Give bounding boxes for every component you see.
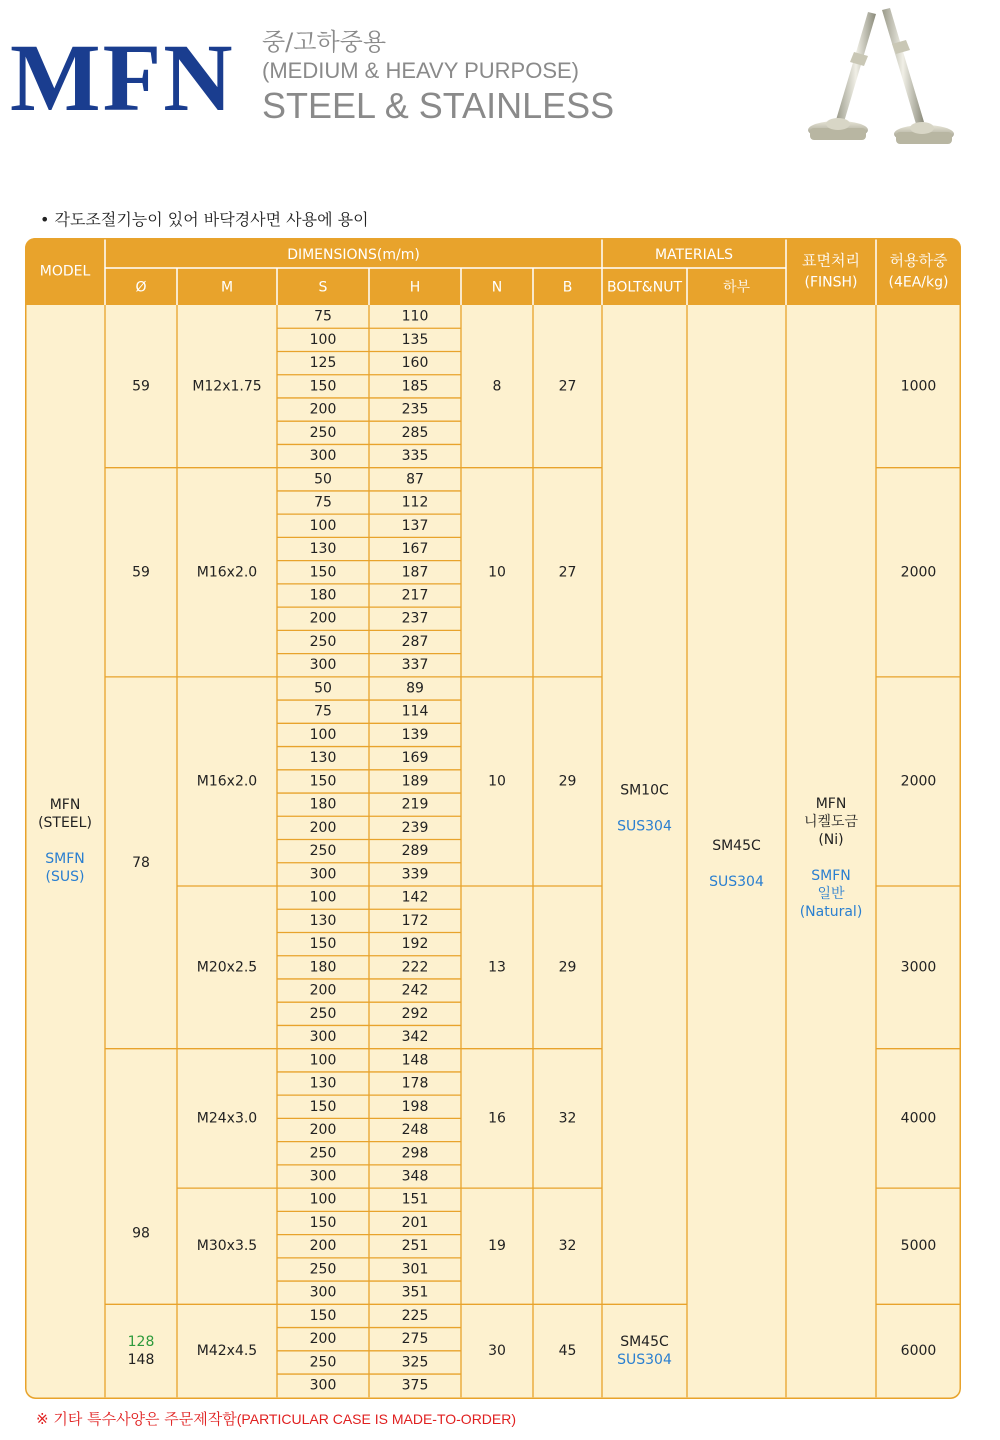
- cell-s: 200: [309, 610, 337, 627]
- cell-h: 201: [401, 1214, 429, 1231]
- cell-n: 10: [488, 773, 506, 790]
- cell-n: 8: [492, 378, 502, 395]
- cell-s: 75: [314, 308, 332, 325]
- cell-dia: 59: [132, 564, 150, 581]
- cell-s: 50: [314, 471, 332, 488]
- cell-base-material-line: SUS304: [709, 874, 764, 891]
- cell-h: 110: [401, 308, 429, 325]
- cell-h: 167: [401, 541, 429, 558]
- header-load-en: (4EA/kg): [888, 274, 949, 291]
- cell-s: 180: [309, 959, 337, 976]
- cell-h: 351: [401, 1284, 429, 1301]
- cell-s: 300: [309, 448, 337, 465]
- cell-m: M16x2.0: [196, 773, 258, 790]
- model-logo: MFN: [10, 24, 235, 131]
- cell-s: 75: [314, 494, 332, 511]
- cell-h: 335: [401, 448, 429, 465]
- cell-h: 189: [401, 773, 429, 790]
- feature-note: • 각도조절기능이 있어 바닥경사면 사용에 용이: [40, 210, 369, 229]
- cell-s: 100: [309, 726, 337, 743]
- cell-m: M20x2.5: [196, 959, 258, 976]
- cell-dia: 78: [132, 854, 150, 871]
- cell-h: 285: [401, 424, 429, 441]
- cell-h: 289: [401, 843, 429, 860]
- cell-bolt-material-line: SUS304: [617, 818, 672, 835]
- cell-bolt-material-line: SM10C: [620, 782, 669, 799]
- subtitle-material: STEEL & STAINLESS: [262, 85, 615, 126]
- cell-n: 16: [488, 1110, 506, 1127]
- cell-h: 185: [401, 378, 429, 395]
- cell-h: 172: [401, 912, 429, 929]
- cell-b: 27: [558, 378, 577, 395]
- cell-s: 250: [309, 1354, 337, 1371]
- cell-finish-line: 니켈도금: [803, 814, 859, 831]
- cell-model-line: (SUS): [45, 869, 85, 886]
- cell-h: 137: [401, 517, 429, 534]
- header-load-ko: 허용하중: [889, 251, 948, 270]
- cell-b: 32: [558, 1238, 577, 1255]
- header-n: N: [491, 279, 503, 296]
- cell-s: 150: [309, 564, 337, 581]
- cell-dia: 148: [127, 1351, 155, 1368]
- cell-m: M16x2.0: [196, 564, 258, 581]
- cell-h: 239: [401, 819, 429, 836]
- header-bolt-nut: BOLT&NUT: [607, 279, 682, 296]
- cell-s: 150: [309, 773, 337, 790]
- cell-s: 150: [309, 1098, 337, 1115]
- cell-s: 300: [309, 1029, 337, 1046]
- subtitle-block: [262, 30, 614, 124]
- cell-s: 250: [309, 1261, 337, 1278]
- cell-s: 150: [309, 1214, 337, 1231]
- cell-finish-line: MFN: [815, 796, 847, 813]
- cell-s: 125: [309, 355, 337, 372]
- cell-m: M42x4.5: [196, 1342, 258, 1359]
- cell-s: 300: [309, 1168, 337, 1185]
- cell-h: 298: [401, 1145, 429, 1162]
- cell-s: 200: [309, 982, 337, 999]
- cell-n: 10: [488, 564, 506, 581]
- cell-h: 87: [406, 471, 424, 488]
- cell-s: 180: [309, 587, 337, 604]
- header-model: MODEL: [39, 263, 91, 280]
- leveling-foot-right: [882, 8, 954, 144]
- cell-h: 325: [401, 1354, 429, 1371]
- cell-s: 250: [309, 1145, 337, 1162]
- cell-h: 187: [401, 564, 429, 581]
- cell-h: 235: [401, 401, 429, 418]
- cell-s: 250: [309, 424, 337, 441]
- footnote-korean: ※ 기타 특수사양은 주문제작함: [36, 1410, 237, 1428]
- leveling-foot-left: [808, 12, 876, 140]
- cell-h: 112: [401, 494, 429, 511]
- cell-load: 3000: [900, 959, 937, 976]
- cell-h: 248: [401, 1122, 429, 1139]
- cell-h: 222: [401, 959, 429, 976]
- cell-s: 300: [309, 1377, 337, 1394]
- cell-s: 130: [309, 1075, 337, 1092]
- cell-h: 219: [401, 796, 429, 813]
- cell-h: 192: [401, 936, 429, 953]
- cell-h: 151: [401, 1191, 429, 1208]
- cell-h: 142: [401, 889, 429, 906]
- cell-s: 250: [309, 843, 337, 860]
- cell-b: 32: [558, 1110, 577, 1127]
- header-finish-en: (FINSH): [804, 274, 858, 291]
- cell-h: 275: [401, 1331, 429, 1348]
- footnote: [36, 1408, 516, 1429]
- header-materials: MATERIALS: [654, 247, 734, 263]
- header-s: S: [318, 279, 328, 296]
- cell-load: 1000: [900, 378, 937, 395]
- cell-n: 13: [488, 959, 506, 976]
- cell-h: 339: [401, 866, 429, 883]
- cell-load: 6000: [900, 1342, 937, 1359]
- cell-s: 180: [309, 796, 337, 813]
- cell-s: 100: [309, 889, 337, 906]
- cell-m: M12x1.75: [192, 378, 262, 395]
- header-base: 하부: [722, 279, 751, 296]
- cell-h: 292: [401, 1005, 429, 1022]
- cell-h: 148: [401, 1052, 429, 1069]
- cell-b: 29: [558, 959, 577, 976]
- cell-h: 237: [401, 610, 429, 627]
- cell-h: 169: [401, 750, 429, 767]
- cell-bolt-material-last-line: SM45C: [620, 1333, 669, 1350]
- header-b: B: [562, 279, 573, 296]
- header-dia: Ø: [135, 279, 147, 296]
- header-h: H: [409, 279, 421, 296]
- subtitle-korean: 중/고하중용: [262, 28, 387, 56]
- leveling-feet-image: [800, 4, 975, 164]
- cell-dia: 59: [132, 378, 150, 395]
- cell-s: 100: [309, 517, 337, 534]
- cell-s: 130: [309, 750, 337, 767]
- footnote-english: (PARTICULAR CASE IS MADE-TO-ORDER): [236, 1411, 517, 1427]
- cell-finish-line: (Ni): [818, 832, 844, 849]
- cell-model-line: MFN: [49, 797, 81, 814]
- cell-load: 5000: [900, 1238, 937, 1255]
- cell-h: 198: [401, 1098, 429, 1115]
- cell-h: 114: [401, 703, 429, 720]
- cell-n: 19: [488, 1238, 506, 1255]
- cell-s: 130: [309, 912, 337, 929]
- cell-m: M24x3.0: [196, 1110, 258, 1127]
- cell-s: 130: [309, 541, 337, 558]
- cell-s: 250: [309, 1005, 337, 1022]
- cell-finish-line: SMFN: [811, 868, 851, 885]
- cell-load: 2000: [900, 773, 937, 790]
- cell-h: 135: [401, 331, 429, 348]
- cell-s: 150: [309, 378, 337, 395]
- cell-s: 50: [314, 680, 332, 697]
- cell-h: 342: [401, 1029, 429, 1046]
- cell-h: 217: [401, 587, 429, 604]
- cell-s: 300: [309, 657, 337, 674]
- cell-h: 242: [401, 982, 429, 999]
- cell-h: 301: [401, 1261, 429, 1278]
- cell-s: 150: [309, 936, 337, 953]
- cell-s: 200: [309, 1238, 337, 1255]
- cell-h: 139: [401, 726, 429, 743]
- cell-bolt-material-last-line: SUS304: [617, 1351, 672, 1368]
- cell-h: 337: [401, 657, 429, 674]
- cell-h: 225: [401, 1307, 429, 1324]
- cell-m: M30x3.5: [196, 1238, 258, 1255]
- subtitle-purpose: (MEDIUM & HEAVY PURPOSE): [262, 58, 580, 83]
- cell-finish-line: 일반: [817, 886, 845, 903]
- cell-b: 27: [558, 564, 577, 581]
- cell-s: 200: [309, 1331, 337, 1348]
- cell-s: 100: [309, 331, 337, 348]
- cell-n: 30: [488, 1342, 506, 1359]
- cell-s: 100: [309, 1052, 337, 1069]
- cell-h: 178: [401, 1075, 429, 1092]
- cell-model-line: (STEEL): [38, 815, 92, 832]
- cell-h: 348: [401, 1168, 429, 1185]
- cell-s: 300: [309, 1284, 337, 1301]
- header-finish-ko: 표면처리: [802, 251, 860, 270]
- cell-h: 89: [406, 680, 424, 697]
- cell-s: 200: [309, 819, 337, 836]
- cell-dia: 98: [132, 1225, 150, 1242]
- cell-h: 251: [401, 1238, 429, 1255]
- cell-b: 45: [558, 1342, 577, 1359]
- cell-s: 200: [309, 401, 337, 418]
- cell-h: 375: [401, 1377, 429, 1394]
- cell-b: 29: [558, 773, 577, 790]
- cell-h: 287: [401, 633, 429, 650]
- cell-s: 100: [309, 1191, 337, 1208]
- cell-s: 150: [309, 1307, 337, 1324]
- cell-dia-alt: 128: [127, 1333, 155, 1350]
- cell-s: 250: [309, 633, 337, 650]
- header-m: M: [220, 279, 234, 296]
- cell-load: 2000: [900, 564, 937, 581]
- cell-s: 300: [309, 866, 337, 883]
- cell-finish-line: (Natural): [799, 904, 863, 921]
- cell-model-line: SMFN: [45, 851, 85, 868]
- cell-load: 4000: [900, 1110, 937, 1127]
- cell-s: 75: [314, 703, 332, 720]
- cell-base-material-line: SM45C: [712, 838, 761, 855]
- cell-s: 200: [309, 1122, 337, 1139]
- cell-h: 160: [401, 355, 429, 372]
- header-dimensions: DIMENSIONS(m/m): [287, 247, 420, 263]
- spec-table: [25, 238, 961, 1399]
